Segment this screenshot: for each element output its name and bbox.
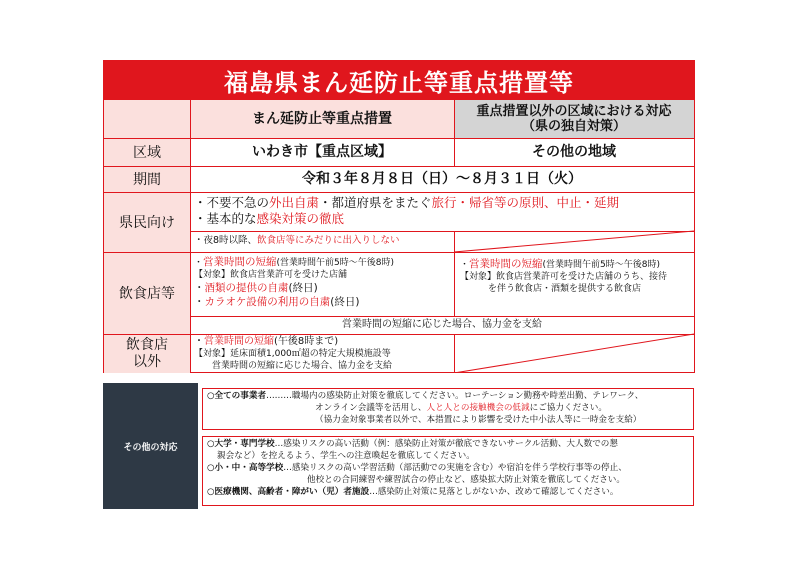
- other-shops-l1-b: 営業時間の短縮: [204, 336, 274, 347]
- empty-cell-slashes: [104, 100, 696, 373]
- box2-uni-text1: …感染リスクの高い活動（例：感染防止対策が徹底できないサークル活動、大人数での懇: [274, 439, 618, 449]
- restaurants-label: 飲食店等: [104, 252, 190, 334]
- restaurants-l1-c: (営業時間午前5時～午後8時): [276, 258, 394, 268]
- period-value: 令和３年８月８日（日）～８月３１日（火）: [302, 170, 582, 187]
- residents-line2-b: 感染対策の徹底: [256, 211, 345, 226]
- period-label: 期間: [104, 166, 190, 192]
- box2-medical-line: [207, 486, 689, 498]
- area-col2: その他の地域: [532, 143, 616, 160]
- box2-uni-line1: [207, 438, 689, 450]
- restaurants-l4-a: ・: [194, 296, 205, 308]
- area-col1: いわき市【重点区域】: [252, 143, 392, 160]
- other-shops-label-line2: 以外: [133, 353, 161, 370]
- residents-line2-a: ・基本的な: [194, 211, 257, 226]
- box2-school-line1: [207, 462, 689, 474]
- all-businesses-box: [202, 388, 694, 430]
- residents-line1-c: ・都道府県をまたぐ: [319, 195, 432, 210]
- box1-line3: （協力金対象事業者以外で、本措置により影響を受けた中小法人等に一時金を支給）: [315, 415, 642, 425]
- other-measures-label: その他の対応: [103, 383, 198, 509]
- restaurants-support: 営業時間の短縮に応じた場合、協力金を支給: [342, 319, 542, 330]
- box2-uni-heading: ○大学・専門学校: [207, 439, 275, 449]
- box2-medical-text: …感染防止対策に見落としがないか、改めて確認してください。: [369, 487, 619, 497]
- restaurants-r1-a: ・: [460, 260, 470, 270]
- restaurants-r1-b: 営業時間の短縮: [469, 258, 543, 270]
- residents-line1-d: 旅行・帰省等の原則、中止・延期: [431, 195, 620, 210]
- box1-l1: 職場内の感染防止対策を徹底してください。ローテーション勤務や時差出勤、テレワーク、: [291, 391, 644, 401]
- restaurants-l3-c: (終日): [288, 282, 318, 294]
- other-shops-l3: 営業時間の短縮に応じた場合、協力金を支給: [212, 361, 393, 371]
- box2-school-line2: 他校との合同練習や練習試合の停止など、感染拡大防止対策を徹底してください。: [307, 475, 625, 485]
- restaurants-l2: 【対象】飲食店営業許可を受けた店舗: [194, 270, 348, 280]
- restaurants-r1-c: (営業時間午前5時～午後8時): [542, 260, 660, 270]
- restaurants-l3-a: ・: [194, 282, 205, 294]
- slash-other-shops: [454, 334, 694, 373]
- restaurants-l3-b: 酒類の提供の自粛: [204, 282, 289, 294]
- box2-school-heading: ○小・中・高等学校: [207, 463, 284, 473]
- header-col2-line1: 重点措置以外の区域における対応: [476, 104, 672, 119]
- restaurants-l1-b: 営業時間の短縮: [203, 256, 277, 268]
- box1-l2-c: にご協力ください。: [529, 403, 607, 413]
- area-label: 区域: [104, 138, 190, 166]
- schools-facilities-box: [202, 436, 694, 506]
- header-col1: まん延防止等重点措置: [190, 100, 454, 138]
- page-title: 福島県まん延防止等重点措置等: [103, 60, 695, 100]
- restaurants-l4-b: カラオケ設備の利用の自粛: [204, 296, 331, 308]
- box2-uni-line2: 親会など）を控えるよう、学生への注意喚起を徹底してください。: [217, 451, 475, 461]
- other-shops-l2: 【対象】延床面積1,000㎡超の特定大規模施設等: [194, 349, 391, 359]
- restaurants-r3: を伴う飲食店・酒類を提供する飲食店: [488, 284, 642, 294]
- box1-l2-b: 人と人との接触機会の低減: [426, 403, 530, 413]
- slash-residents: [454, 231, 694, 252]
- restaurants-l4-c: (終日): [330, 296, 360, 308]
- residents-line1-a: ・不要不急の: [194, 195, 270, 210]
- other-shops-label-line1: 飲食店: [126, 336, 168, 353]
- measures-table: [103, 100, 695, 373]
- box1-dots: ………: [266, 391, 292, 401]
- restaurants-r2: 【対象】飲食店営業許可を受けた店舗のうち、接待: [460, 272, 668, 282]
- box1-l2-a: オンライン会議等を活用し、: [315, 403, 427, 413]
- residents-label: 県民向け: [104, 192, 190, 252]
- box1-line1: [207, 390, 689, 402]
- other-shops-l1-c: (午後8時まで): [274, 336, 339, 347]
- box1-heading: ○全ての事業者: [207, 391, 267, 401]
- other-shops-l1-a: ・: [194, 336, 204, 347]
- residents-line3-a: ・夜8時以降、: [194, 235, 258, 246]
- residents-line1-b: 外出自粛: [269, 195, 320, 210]
- residents-line3-b: 飲食店等にみだりに出入りしない: [257, 235, 400, 246]
- box2-school-text1: …感染リスクの高い学習活動（部活動での実施を含む）や宿泊を伴う学校行事等の停止、: [283, 463, 627, 473]
- header-col2-line2: （県の独自対策）: [521, 119, 626, 134]
- box1-line2: [207, 402, 689, 414]
- box2-medical-heading: ○医療機関、高齢者・障がい（児）者施設: [207, 487, 370, 497]
- restaurants-l1-a: ・: [194, 258, 204, 268]
